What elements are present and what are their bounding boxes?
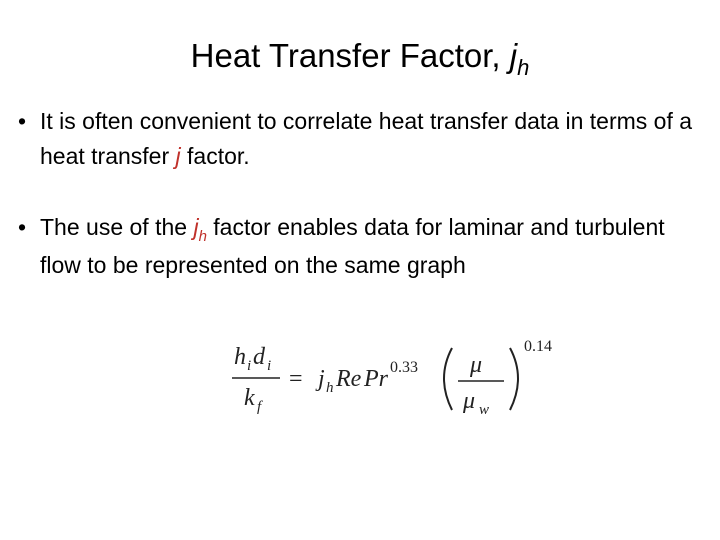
- bullet-2-text-a: The use of the: [40, 214, 194, 240]
- eq-paren-num-mu: μ: [470, 352, 483, 378]
- bullet-2-highlight: j: [193, 214, 199, 240]
- eq-equals: =: [289, 366, 303, 392]
- eq-paren-den-sub: w: [479, 402, 490, 418]
- eq-lhs-num-sub1: i: [247, 358, 252, 374]
- equation-graphic: [230, 334, 580, 424]
- eq-lhs-den-k: k: [244, 385, 255, 411]
- title-symbol: j: [509, 37, 518, 74]
- bullet-1-text-a: It is often convenient to correlate heat transfer data in terms of a heat transfer: [40, 108, 693, 169]
- slide-title: [0, 34, 720, 82]
- eq-paren-den-mu: μ: [463, 388, 476, 414]
- eq-lhs-num-d: d: [253, 344, 265, 370]
- title-subscript: h: [517, 55, 530, 80]
- eq-rhs-j-sub: h: [326, 380, 334, 396]
- eq-left-paren: [444, 348, 452, 410]
- title-text: Heat Transfer Factor,: [190, 37, 510, 74]
- eq-pr-exp: 0.33: [390, 359, 418, 376]
- eq-right-paren: [510, 348, 518, 410]
- eq-rhs-j: j: [318, 366, 325, 392]
- bullet-1-text-b: factor.: [180, 143, 250, 169]
- eq-lhs-num-h: h: [234, 344, 246, 370]
- eq-rhs-pr: Pr: [364, 366, 388, 392]
- bullet-list: [18, 104, 708, 283]
- bullet-2-highlight-sub: h: [198, 228, 207, 245]
- eq-paren-exp: 0.14: [524, 338, 552, 355]
- eq-lhs-num-sub2: i: [267, 358, 272, 374]
- bullet-1-highlight: j: [175, 143, 181, 169]
- eq-lhs-den-sub: f: [257, 399, 262, 415]
- equation: [230, 334, 580, 424]
- bullet-2-text-b: factor enables data for laminar and turbulent flow to be represented on the same graph: [40, 214, 665, 278]
- bullet-item-2: [18, 210, 708, 283]
- eq-rhs-re: Re: [336, 366, 362, 392]
- bullet-item-1: [18, 104, 708, 174]
- bullet-dot-icon: •: [18, 214, 27, 240]
- bullet-dot-icon: •: [18, 108, 27, 134]
